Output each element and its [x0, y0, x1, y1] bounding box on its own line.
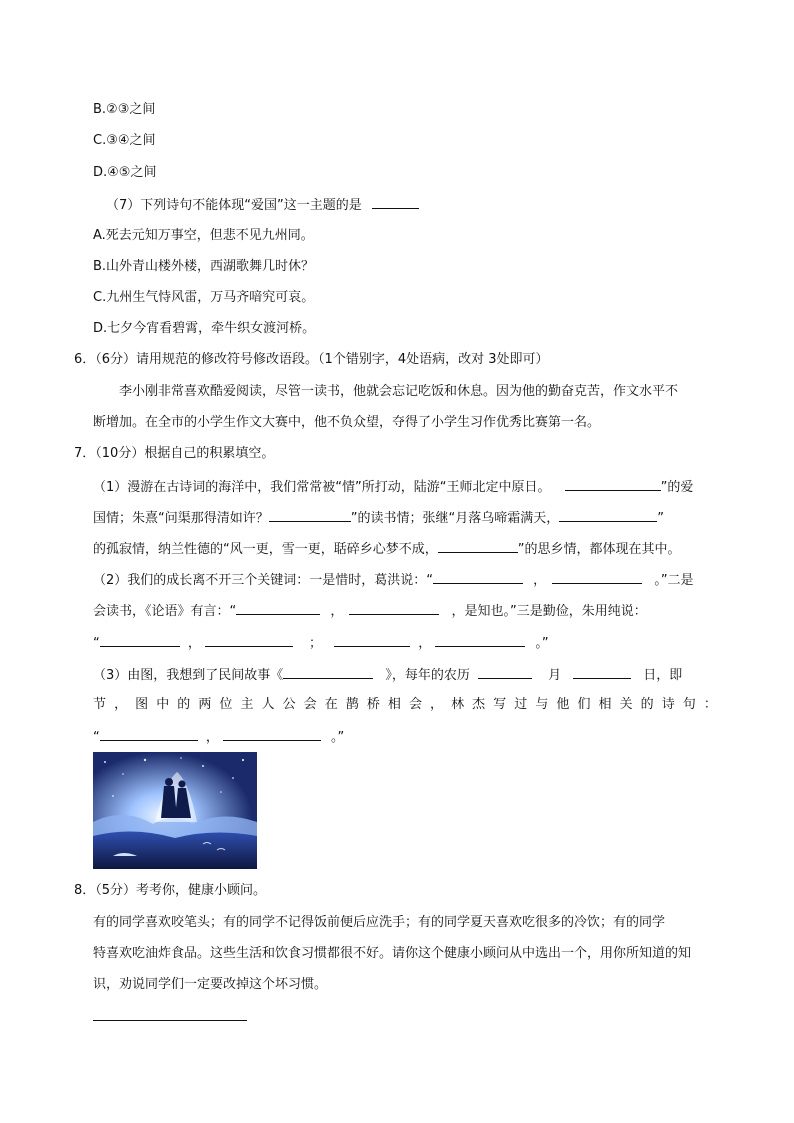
q7-2-text: ，	[533, 573, 547, 588]
q8-stem-line	[74, 881, 266, 901]
q7-2-text: “	[93, 636, 100, 651]
justified-char: 的	[177, 697, 191, 712]
justified-char: 会	[408, 697, 422, 712]
q5-7-option-c: C.九州生气恃风雷，万马齐喑究可哀。	[93, 290, 315, 305]
q7-1-text: 的孤寂情，纳兰性德的“风一更，雪一更，聒碎乡心梦不成，	[93, 542, 438, 557]
justified-char: 相	[387, 697, 401, 712]
justified-char: 图	[135, 697, 149, 712]
q7-2-text: ；	[309, 636, 323, 651]
q7-1-text: ”	[657, 511, 664, 526]
answer-blank[interactable]	[478, 664, 532, 679]
justified-char: 过	[514, 697, 528, 712]
q7-2-text: 。”	[535, 636, 549, 651]
justified-char: ，	[114, 697, 128, 712]
q7-stem: （10分）根据自己的积累填空。	[95, 446, 275, 461]
justified-char: 人	[261, 697, 275, 712]
qixi-illustration	[93, 752, 257, 869]
justified-char: 鹊	[345, 697, 359, 712]
q7-2-line2	[93, 600, 647, 622]
q6-paragraph-line2: 断增加。在全市的小学生作文大赛中，他不负众望，夺得了小学生习作优秀比赛第一名。	[93, 415, 601, 430]
justified-char: ：	[703, 697, 717, 712]
question-number: 8．	[74, 883, 96, 898]
justified-char: 林	[451, 697, 465, 712]
q5-option-b: B.②③之间	[93, 102, 156, 117]
answer-blank[interactable]	[334, 632, 410, 647]
q7-3-text: 》，每年的农历	[385, 668, 470, 683]
answer-blank[interactable]	[349, 600, 439, 615]
justified-char: 写	[493, 697, 507, 712]
answer-blank[interactable]	[565, 476, 661, 491]
justified-char: 会	[303, 697, 317, 712]
justified-char: 诗	[661, 697, 675, 712]
q7-2-text: ，	[187, 636, 201, 651]
justified-char: 句	[682, 697, 696, 712]
q5-7-stem-text: （7）下列诗句不能体现“爱国”这一主题的是	[106, 198, 362, 213]
q7-1-line3	[93, 538, 681, 560]
answer-blank[interactable]	[205, 632, 293, 647]
q6-stem-line	[74, 350, 549, 370]
answer-blank[interactable]	[435, 632, 525, 647]
justified-char: 们	[577, 697, 591, 712]
answer-blank[interactable]	[559, 507, 657, 522]
answer-blank[interactable]	[372, 194, 419, 209]
q5-option-c: C.③④之间	[93, 133, 156, 148]
q8-paragraph-line3: 识，劝说同学们一定要改掉这个坏习惯。	[93, 977, 328, 992]
q7-1-text: （1）漫游在古诗词的海洋中，我们常常被“情”所打动，陆游“王师北定中原日。	[93, 480, 551, 495]
q7-3-line1	[93, 664, 682, 686]
q7-2-text: 会读书，《论语》有言：“	[93, 604, 237, 619]
q7-3-text: “	[93, 730, 100, 745]
q7-2-text: （2）我们的成长离不开三个关键词：一是惜时，葛洪说：“	[93, 573, 434, 588]
answer-blank[interactable]	[552, 569, 642, 584]
answer-blank[interactable]	[438, 538, 518, 553]
justified-char: 位	[219, 697, 233, 712]
justified-char: 与	[535, 697, 549, 712]
justified-char: 节	[93, 697, 107, 712]
q7-1-line2	[93, 507, 664, 529]
q7-2-line1	[93, 569, 694, 591]
q7-3-text: ，	[205, 730, 219, 745]
justified-char: 在	[324, 697, 338, 712]
q7-2-text: ，	[330, 604, 344, 619]
answer-blank[interactable]	[269, 507, 351, 522]
justified-char: 相	[598, 697, 612, 712]
q7-stem-line	[74, 444, 274, 464]
justified-char: 公	[282, 697, 296, 712]
answer-blank[interactable]	[433, 569, 523, 584]
justified-char: ，	[430, 697, 444, 712]
q7-3-text: 月	[548, 668, 562, 683]
q7-2-line3	[93, 632, 549, 654]
q5-7-option-a: A.死去元知万事空，但悲不见九州同。	[93, 228, 314, 243]
q7-3-justified-text	[93, 695, 717, 715]
q7-3-line3	[93, 726, 344, 748]
justified-char: 主	[240, 697, 254, 712]
answer-blank[interactable]	[283, 664, 373, 679]
q8-answer-line[interactable]	[93, 1020, 247, 1021]
question-number: 6．	[74, 352, 96, 367]
q7-2-text: ，是知也。”三是勤俭，朱用纯说：	[451, 604, 647, 619]
answer-blank[interactable]	[223, 726, 321, 741]
q5-7-stem	[106, 194, 419, 216]
q5-7-option-d: D.七夕今宵看碧霄，牵牛织女渡河桥。	[93, 321, 316, 336]
q8-paragraph-line2: 特喜欢吃油炸食品。这些生活和饮食习惯都很不好。请你这个健康小顾问从中选出一个，用你所知道的知	[93, 946, 692, 961]
question-number: 7．	[74, 446, 96, 461]
justified-char: 中	[156, 697, 170, 712]
justified-char: 的	[640, 697, 654, 712]
q6-stem: （6分）请用规范的修改符号修改语段。（1个错别字，4处语病，改对 3处即可）	[95, 352, 549, 367]
justified-char: 他	[556, 697, 570, 712]
q5-option-d: D.④⑤之间	[93, 165, 157, 180]
q7-3-text: （3）由图，我想到了民间故事《	[93, 668, 284, 683]
q5-7-option-b: B.山外青山楼外楼，西湖歌舞几时休？	[93, 259, 315, 274]
q7-1-text: ”的思乡情，都体现在其中。	[517, 542, 681, 557]
qixi-illustration-graphic	[93, 752, 257, 869]
q8-paragraph-line1: 有的同学喜欢咬笔头；有的同学不记得饭前便后应洗手；有的同学夏天喜欢吃很多的冷饮；有的同学	[93, 915, 666, 930]
q7-1-line1	[93, 476, 693, 498]
justified-char: 两	[198, 697, 212, 712]
q7-1-text: 国情；朱熹“问渠那得清如许？	[93, 511, 269, 526]
justified-char: 杰	[472, 697, 486, 712]
q7-3-line2	[93, 695, 717, 715]
q7-1-text: ”的爱	[660, 480, 694, 495]
q7-3-text: 日，即	[643, 668, 683, 683]
q7-2-text: ，	[418, 636, 432, 651]
justified-char: 关	[619, 697, 633, 712]
q7-1-text: ”的读书情；张继“月落乌啼霜满天，	[350, 511, 560, 526]
q8-stem: （5分）考考你，健康小顾问。	[95, 883, 267, 898]
justified-char: 桥	[366, 697, 380, 712]
q7-3-text: 。”	[331, 730, 345, 745]
answer-blank[interactable]	[236, 600, 320, 615]
answer-blank[interactable]	[100, 632, 180, 647]
q7-2-text: 。”二是	[654, 573, 694, 588]
answer-blank[interactable]	[100, 726, 198, 741]
answer-blank[interactable]	[573, 664, 631, 679]
q6-paragraph-line1: 李小刚非常喜欢酷爱阅读，尽管一读书，他就会忘记吃饭和休息。因为他的勤奋克苦，作文水平不	[119, 384, 679, 399]
